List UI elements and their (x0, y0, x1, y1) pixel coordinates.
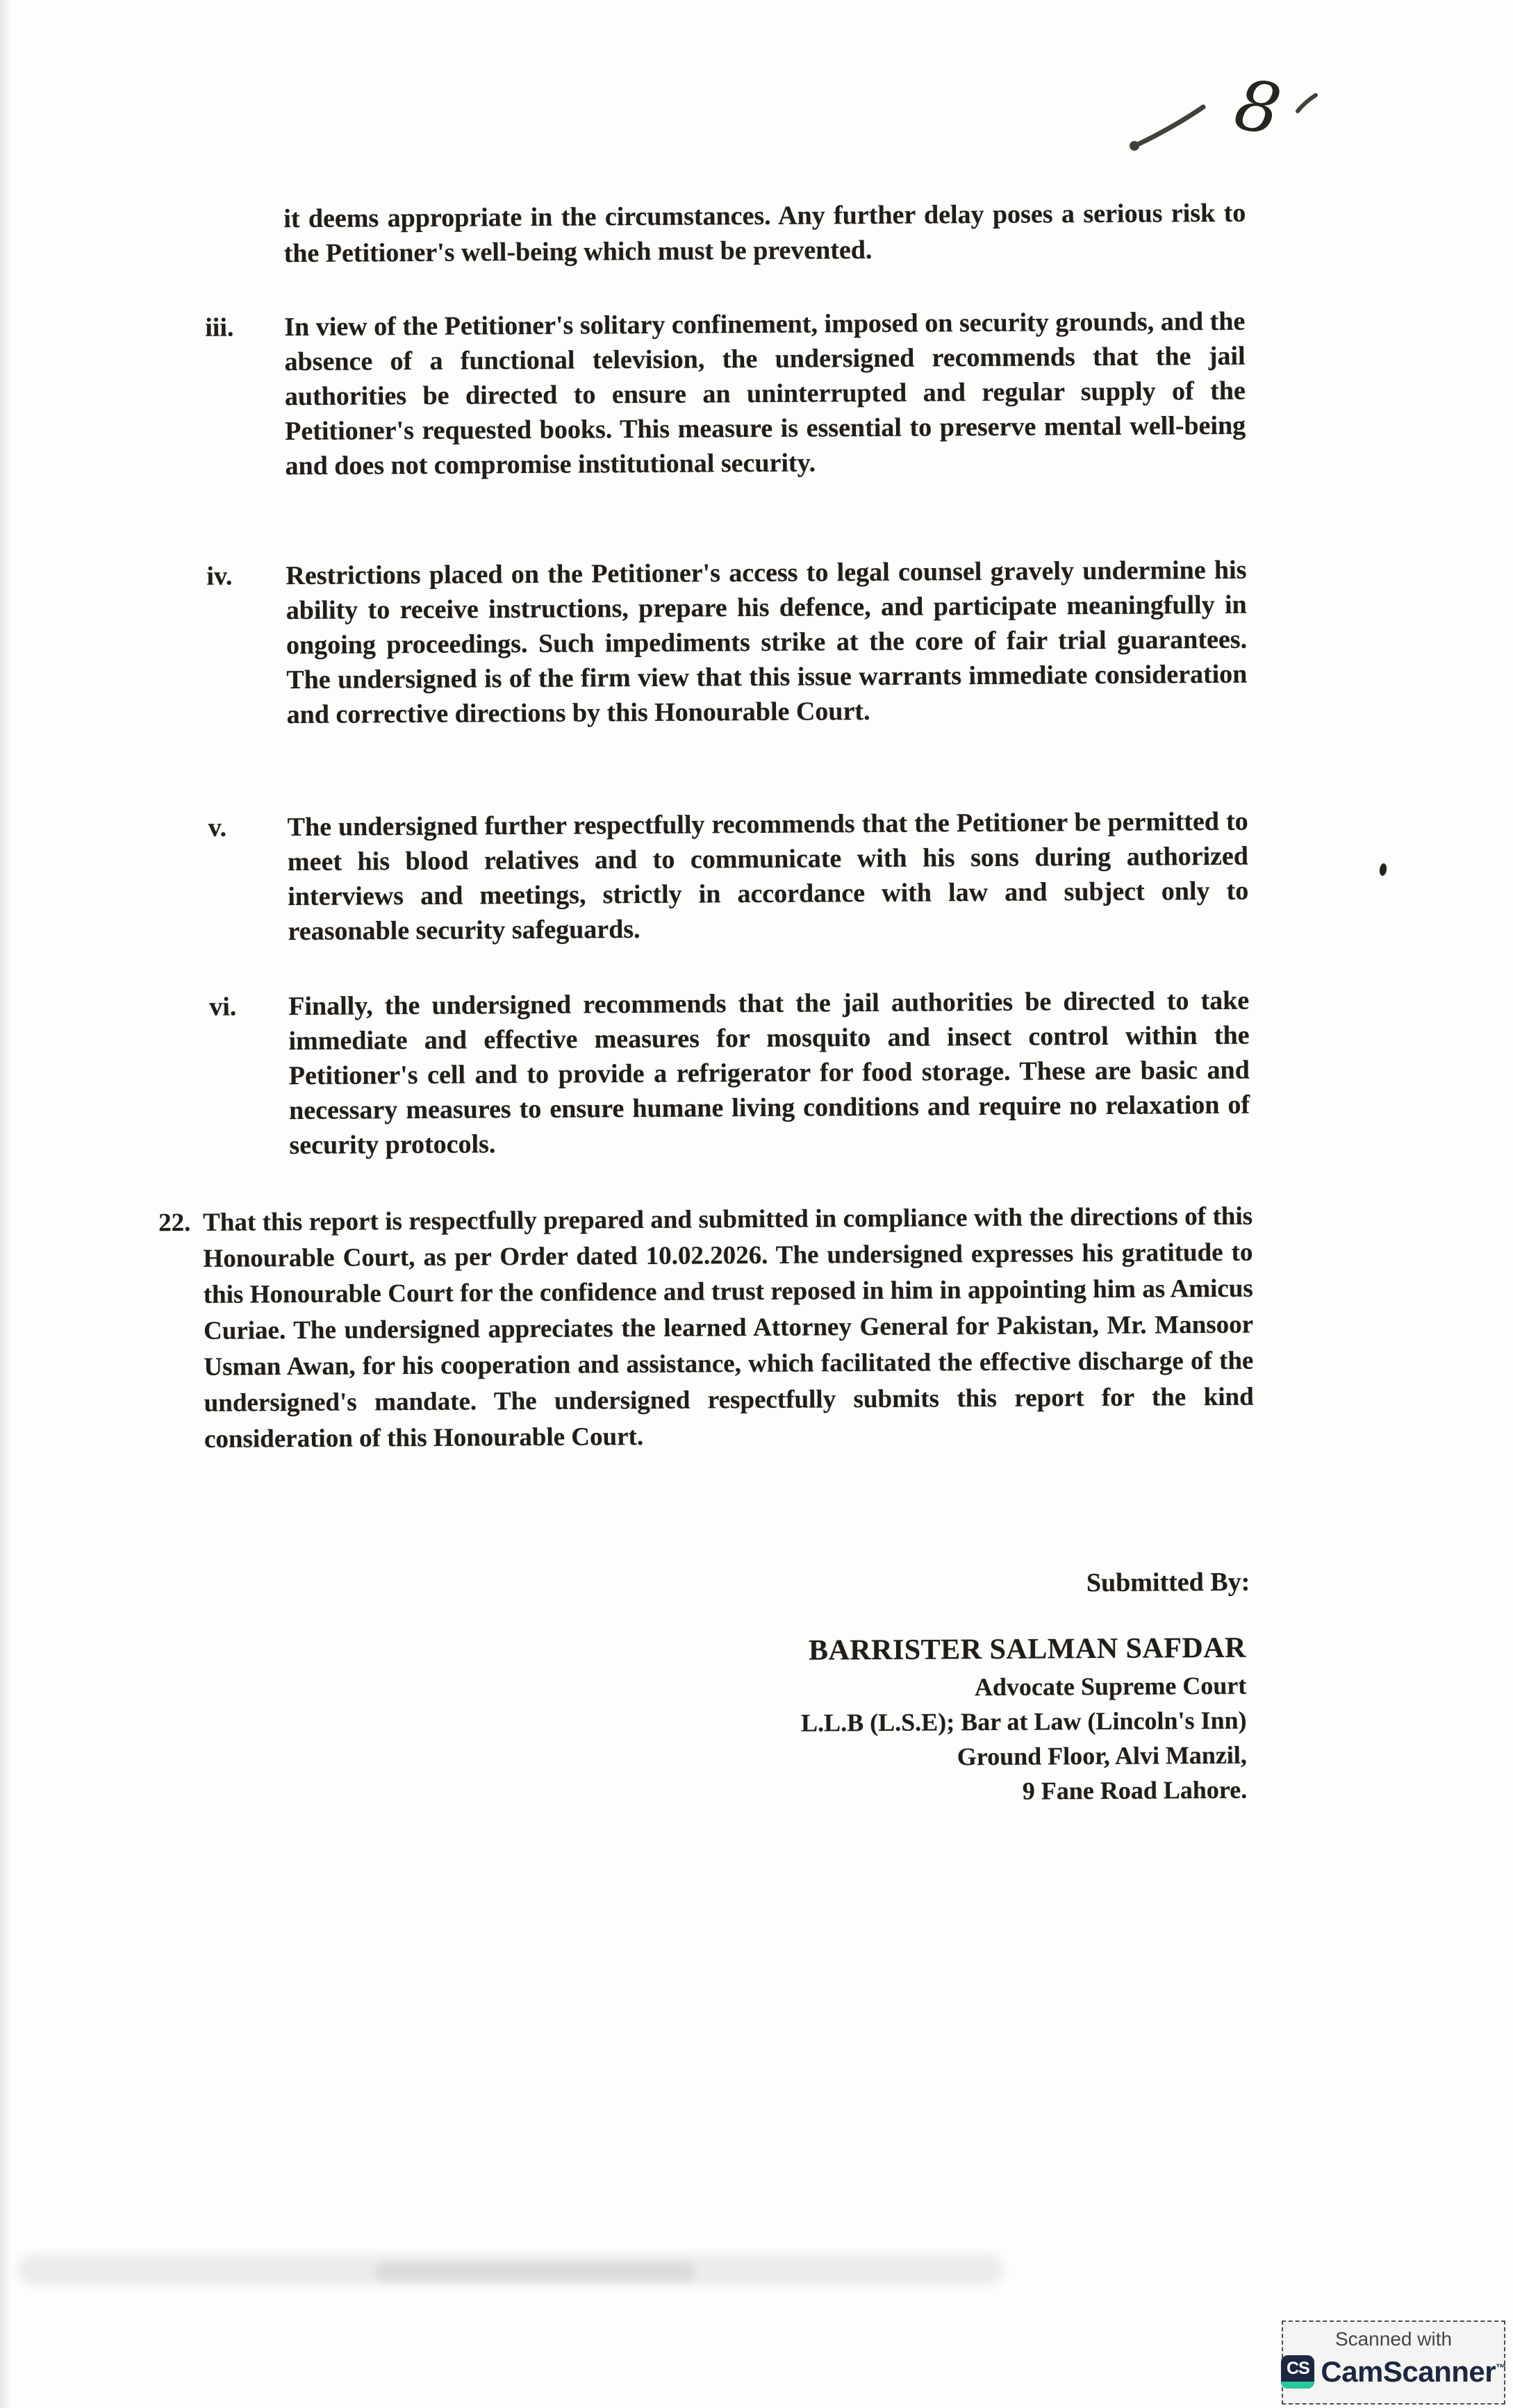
signatory-address-line1: Ground Floor, Alvi Manzil, (957, 1741, 1247, 1771)
list-number: vi. (209, 992, 237, 1022)
signatory-name: BARRISTER SALMAN SAFDAR (808, 1631, 1247, 1667)
signatory-title: Advocate Supreme Court (974, 1671, 1247, 1702)
list-item-vi (209, 983, 1250, 1163)
list-number: iii. (205, 313, 234, 342)
camscanner-brand-row (1283, 2355, 1504, 2389)
list-item-v (208, 804, 1249, 949)
list-item-iii (205, 304, 1246, 484)
paragraph-number: 22. (158, 1208, 191, 1238)
submitted-by-label: Submitted By: (1086, 1567, 1250, 1598)
scanned-with-label: Scanned with (1334, 2328, 1453, 2350)
signatory-qualifications: L.L.B (L.S.E); Bar at Law (Lincoln's Inn) (800, 1706, 1247, 1737)
camscanner-brand-name (1321, 2355, 1505, 2389)
handwritten-page-number: 8 (1229, 63, 1287, 151)
paragraph-text: That this report is respectfully prepared and submitted in compliance with the directions of this Honourable Court, as per Order dated 10.02.2026. The undersigned expresses his gratitude to this Honourable Court for the confidence and trust reposed in him in appointing him as Amicus Curiae. The undersigned appreciates the learned Attorney General for Pakistan, Mr. Mansoor Usman Awan, for his cooperation and assistance, which facilitated the effective discharge of the undersigned's mandate. The undersigned respectfully submits this report for the kind consideration of this Honourable Court. (203, 1202, 1254, 1454)
list-number: iv. (206, 561, 233, 591)
list-item-text: The undersigned further respectfully recommends that the Petitioner be permitted to meet his blood relatives and to communicate with his sons during authorized interviews and meetings, strictly in accordance with law and subject only to reasonable security safeguards. (287, 806, 1249, 947)
camscanner-brand-text: CamScanner (1321, 2355, 1496, 2388)
list-item-text: In view of the Petitioner's solitary confinement, imposed on security grounds, and the absence of a functional television, the undersigned recommends that the jail authorities be directed to ensure an uninterrupted and regular supply of the Petitioner's requested books. This measure is essential to preserve mental well-being and does not compromise institutional security. (284, 306, 1246, 481)
paragraph-22 (158, 1199, 1254, 1459)
list-number: v. (208, 813, 227, 842)
signature-block (800, 1628, 1247, 1810)
signatory-address-line2: 9 Fane Road Lahore. (1022, 1775, 1248, 1805)
paragraph-continuation: it deems appropriate in the circumstances. Any further delay poses a serious risk to the Petitioner's well-being which must be prevented. (283, 198, 1246, 269)
list-item-iv (206, 553, 1247, 733)
camscanner-logo-letters: CS (1286, 2358, 1309, 2378)
trademark-symbol: ™ (1496, 2362, 1506, 2374)
list-item-text: Finally, the undersigned recommends that the jail authorities be directed to take immediate and effective measures for mosquito and insect control within the Petitioner's cell and to provide a refrigerator for food storage. These are basic and necessary measures to ensure humane living conditions and require no relaxation of security protocols. (288, 986, 1250, 1161)
list-item-text: Restrictions placed on the Petitioner's access to legal counsel gravely undermine his ability to receive instructions, prepare his defence, and participate meaningfully in ongoing proceedings. Such impediments strike at the core of fair trial guarantees. The undersigned is of the firm view that this issue warrants immediate consideration and corrective directions by this Honourable Court. (286, 555, 1248, 730)
camscanner-logo-icon (1281, 2355, 1314, 2389)
camscanner-watermark (1282, 2320, 1505, 2405)
